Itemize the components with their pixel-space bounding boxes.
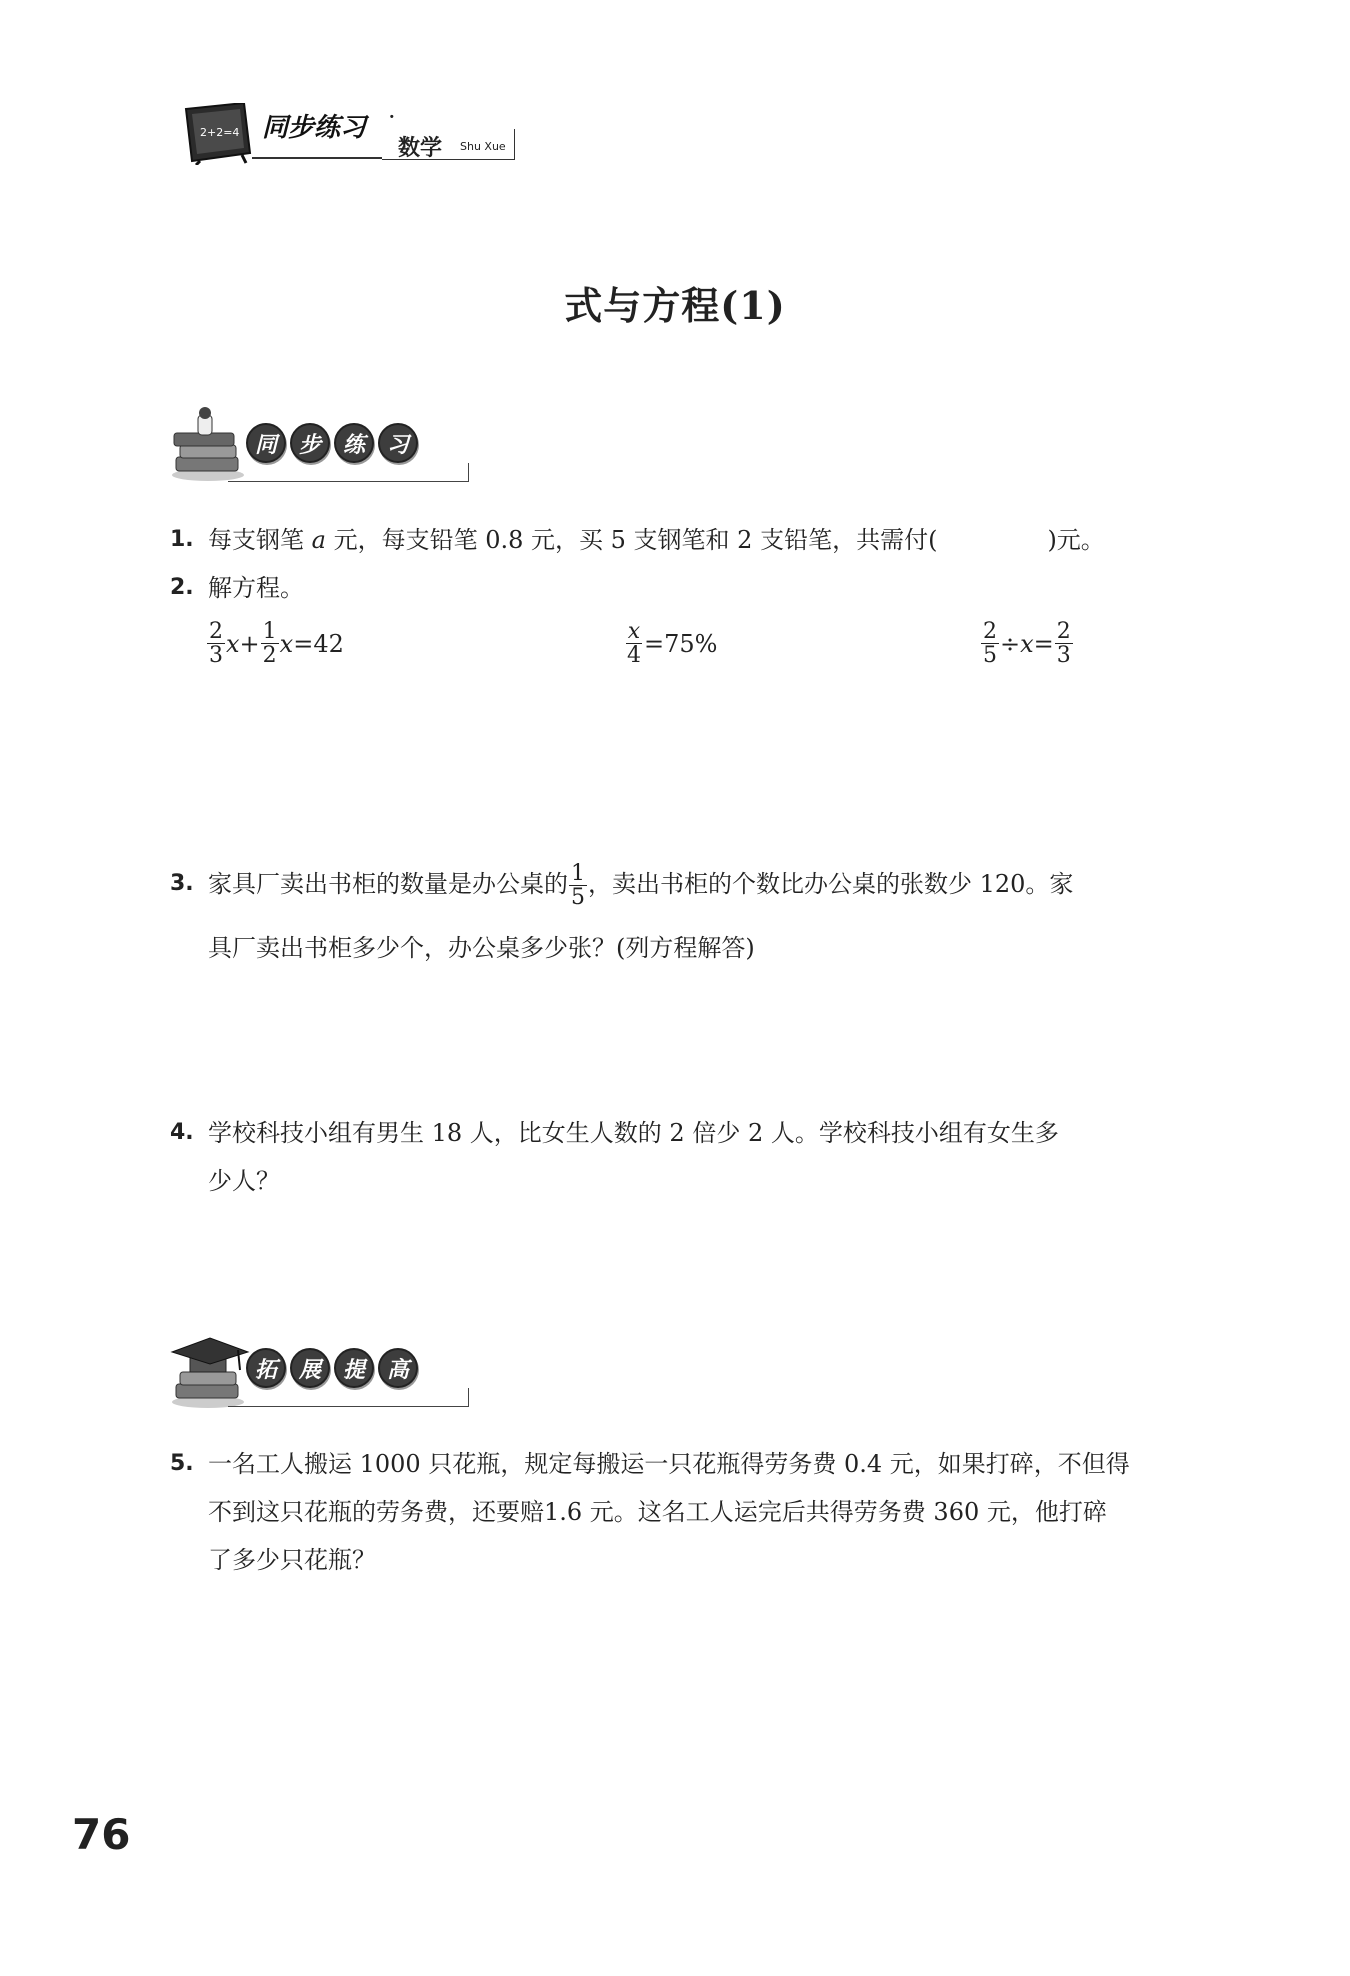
divide-sign: ÷ bbox=[1000, 629, 1021, 658]
fraction bbox=[261, 620, 279, 667]
question-text: 解方程。 bbox=[208, 574, 304, 602]
variable-x: x bbox=[1020, 629, 1034, 658]
section-label-extension bbox=[246, 1348, 418, 1388]
question-text-line: 具厂卖出书柜多少个，办公桌多少张？(列方程解答) bbox=[208, 934, 755, 962]
equation-rest: =75% bbox=[644, 629, 718, 658]
question-number: 4. bbox=[170, 1120, 194, 1145]
fraction bbox=[981, 620, 999, 667]
variable-x: x bbox=[279, 629, 294, 658]
question-text bbox=[208, 1440, 1200, 1584]
section-label-char: 步 bbox=[290, 423, 330, 463]
variable-x: x bbox=[226, 629, 240, 658]
header-title: 同步练习 bbox=[262, 113, 367, 143]
denominator: 4 bbox=[627, 643, 641, 669]
section-label-char: 同 bbox=[246, 423, 286, 463]
page-number: 76 bbox=[72, 1810, 131, 1859]
equals-sign: = bbox=[1033, 629, 1054, 658]
header-dot: · bbox=[388, 103, 396, 131]
equation-1 bbox=[206, 620, 344, 667]
question-text-part: 元，每支铅笔 0.8 元，买 5 支钢笔和 2 支铅笔，共需付( bbox=[333, 526, 938, 554]
header-rule bbox=[252, 157, 382, 159]
denominator: 2 bbox=[262, 643, 277, 669]
numerator: 2 bbox=[1056, 619, 1071, 644]
question-text bbox=[208, 1109, 1200, 1205]
page-header bbox=[170, 95, 530, 175]
section-label-char: 高 bbox=[378, 1348, 418, 1388]
numerator: 1 bbox=[262, 619, 277, 644]
equation-rest: =42 bbox=[293, 629, 344, 658]
numerator: 1 bbox=[571, 860, 585, 886]
question-text bbox=[208, 516, 1200, 564]
fraction bbox=[207, 620, 225, 667]
header-pinyin: Shu Xue bbox=[460, 140, 506, 153]
board-text: 2+2=4 bbox=[200, 126, 240, 139]
section-label-char: 习 bbox=[378, 423, 418, 463]
denominator: 5 bbox=[571, 885, 585, 910]
numerator: 2 bbox=[209, 619, 223, 644]
fraction bbox=[1055, 620, 1073, 667]
question-text-line: 不到这只花瓶的劳务费，还要赔1.6 元。这名工人运完后共得劳务费 360 元，他打碎 bbox=[208, 1498, 1107, 1526]
variable-a: a bbox=[311, 526, 326, 554]
question-text-line: 学校科技小组有男生 18 人，比女生人数的 2 倍少 2 人。学校科技小组有女生多 bbox=[208, 1119, 1059, 1147]
denominator: 5 bbox=[983, 643, 997, 669]
denominator: 3 bbox=[209, 643, 223, 669]
denominator: 3 bbox=[1056, 643, 1071, 669]
plus-sign: + bbox=[239, 629, 260, 658]
numerator: 2 bbox=[983, 619, 997, 644]
section-banner-extension bbox=[168, 1330, 468, 1410]
question-text-part: )元。 bbox=[1047, 526, 1105, 554]
fraction bbox=[569, 862, 587, 909]
question-number: 3. bbox=[170, 871, 194, 896]
equation-3 bbox=[980, 620, 1074, 667]
question-text-part: 每支钢笔 bbox=[208, 526, 304, 554]
banner-underline bbox=[228, 463, 469, 482]
banner-underline bbox=[228, 1388, 469, 1407]
section-label-char: 展 bbox=[290, 1348, 330, 1388]
section-label-char: 练 bbox=[334, 423, 374, 463]
section-label-practice bbox=[246, 423, 418, 463]
question-text bbox=[208, 852, 1200, 980]
question-text-line: 一名工人搬运 1000 只花瓶，规定每搬运一只花瓶得劳务费 0.4 元，如果打碎，不但得 bbox=[208, 1450, 1130, 1478]
section-label-char: 拓 bbox=[246, 1348, 286, 1388]
section-label-char: 提 bbox=[334, 1348, 374, 1388]
fraction bbox=[625, 620, 643, 667]
page-title: 式与方程(1) bbox=[564, 283, 786, 328]
header-subject: 数学 bbox=[398, 136, 443, 161]
equation-2 bbox=[624, 620, 717, 667]
question-text-part: ，卖出书柜的个数比办公桌的张数少 120。家 bbox=[588, 870, 1074, 898]
question-text-line: 了多少只花瓶？ bbox=[208, 1546, 376, 1574]
numerator: x bbox=[627, 619, 641, 644]
question-text-part: 家具厂卖出书柜的数量是办公桌的 bbox=[208, 870, 568, 898]
question-number: 1. bbox=[170, 527, 194, 552]
question-number: 2. bbox=[170, 575, 194, 600]
question-text-line: 少人？ bbox=[208, 1167, 280, 1195]
section-banner-practice bbox=[168, 405, 468, 485]
question-number: 5. bbox=[170, 1451, 194, 1476]
chalkboard-icon bbox=[182, 103, 252, 165]
